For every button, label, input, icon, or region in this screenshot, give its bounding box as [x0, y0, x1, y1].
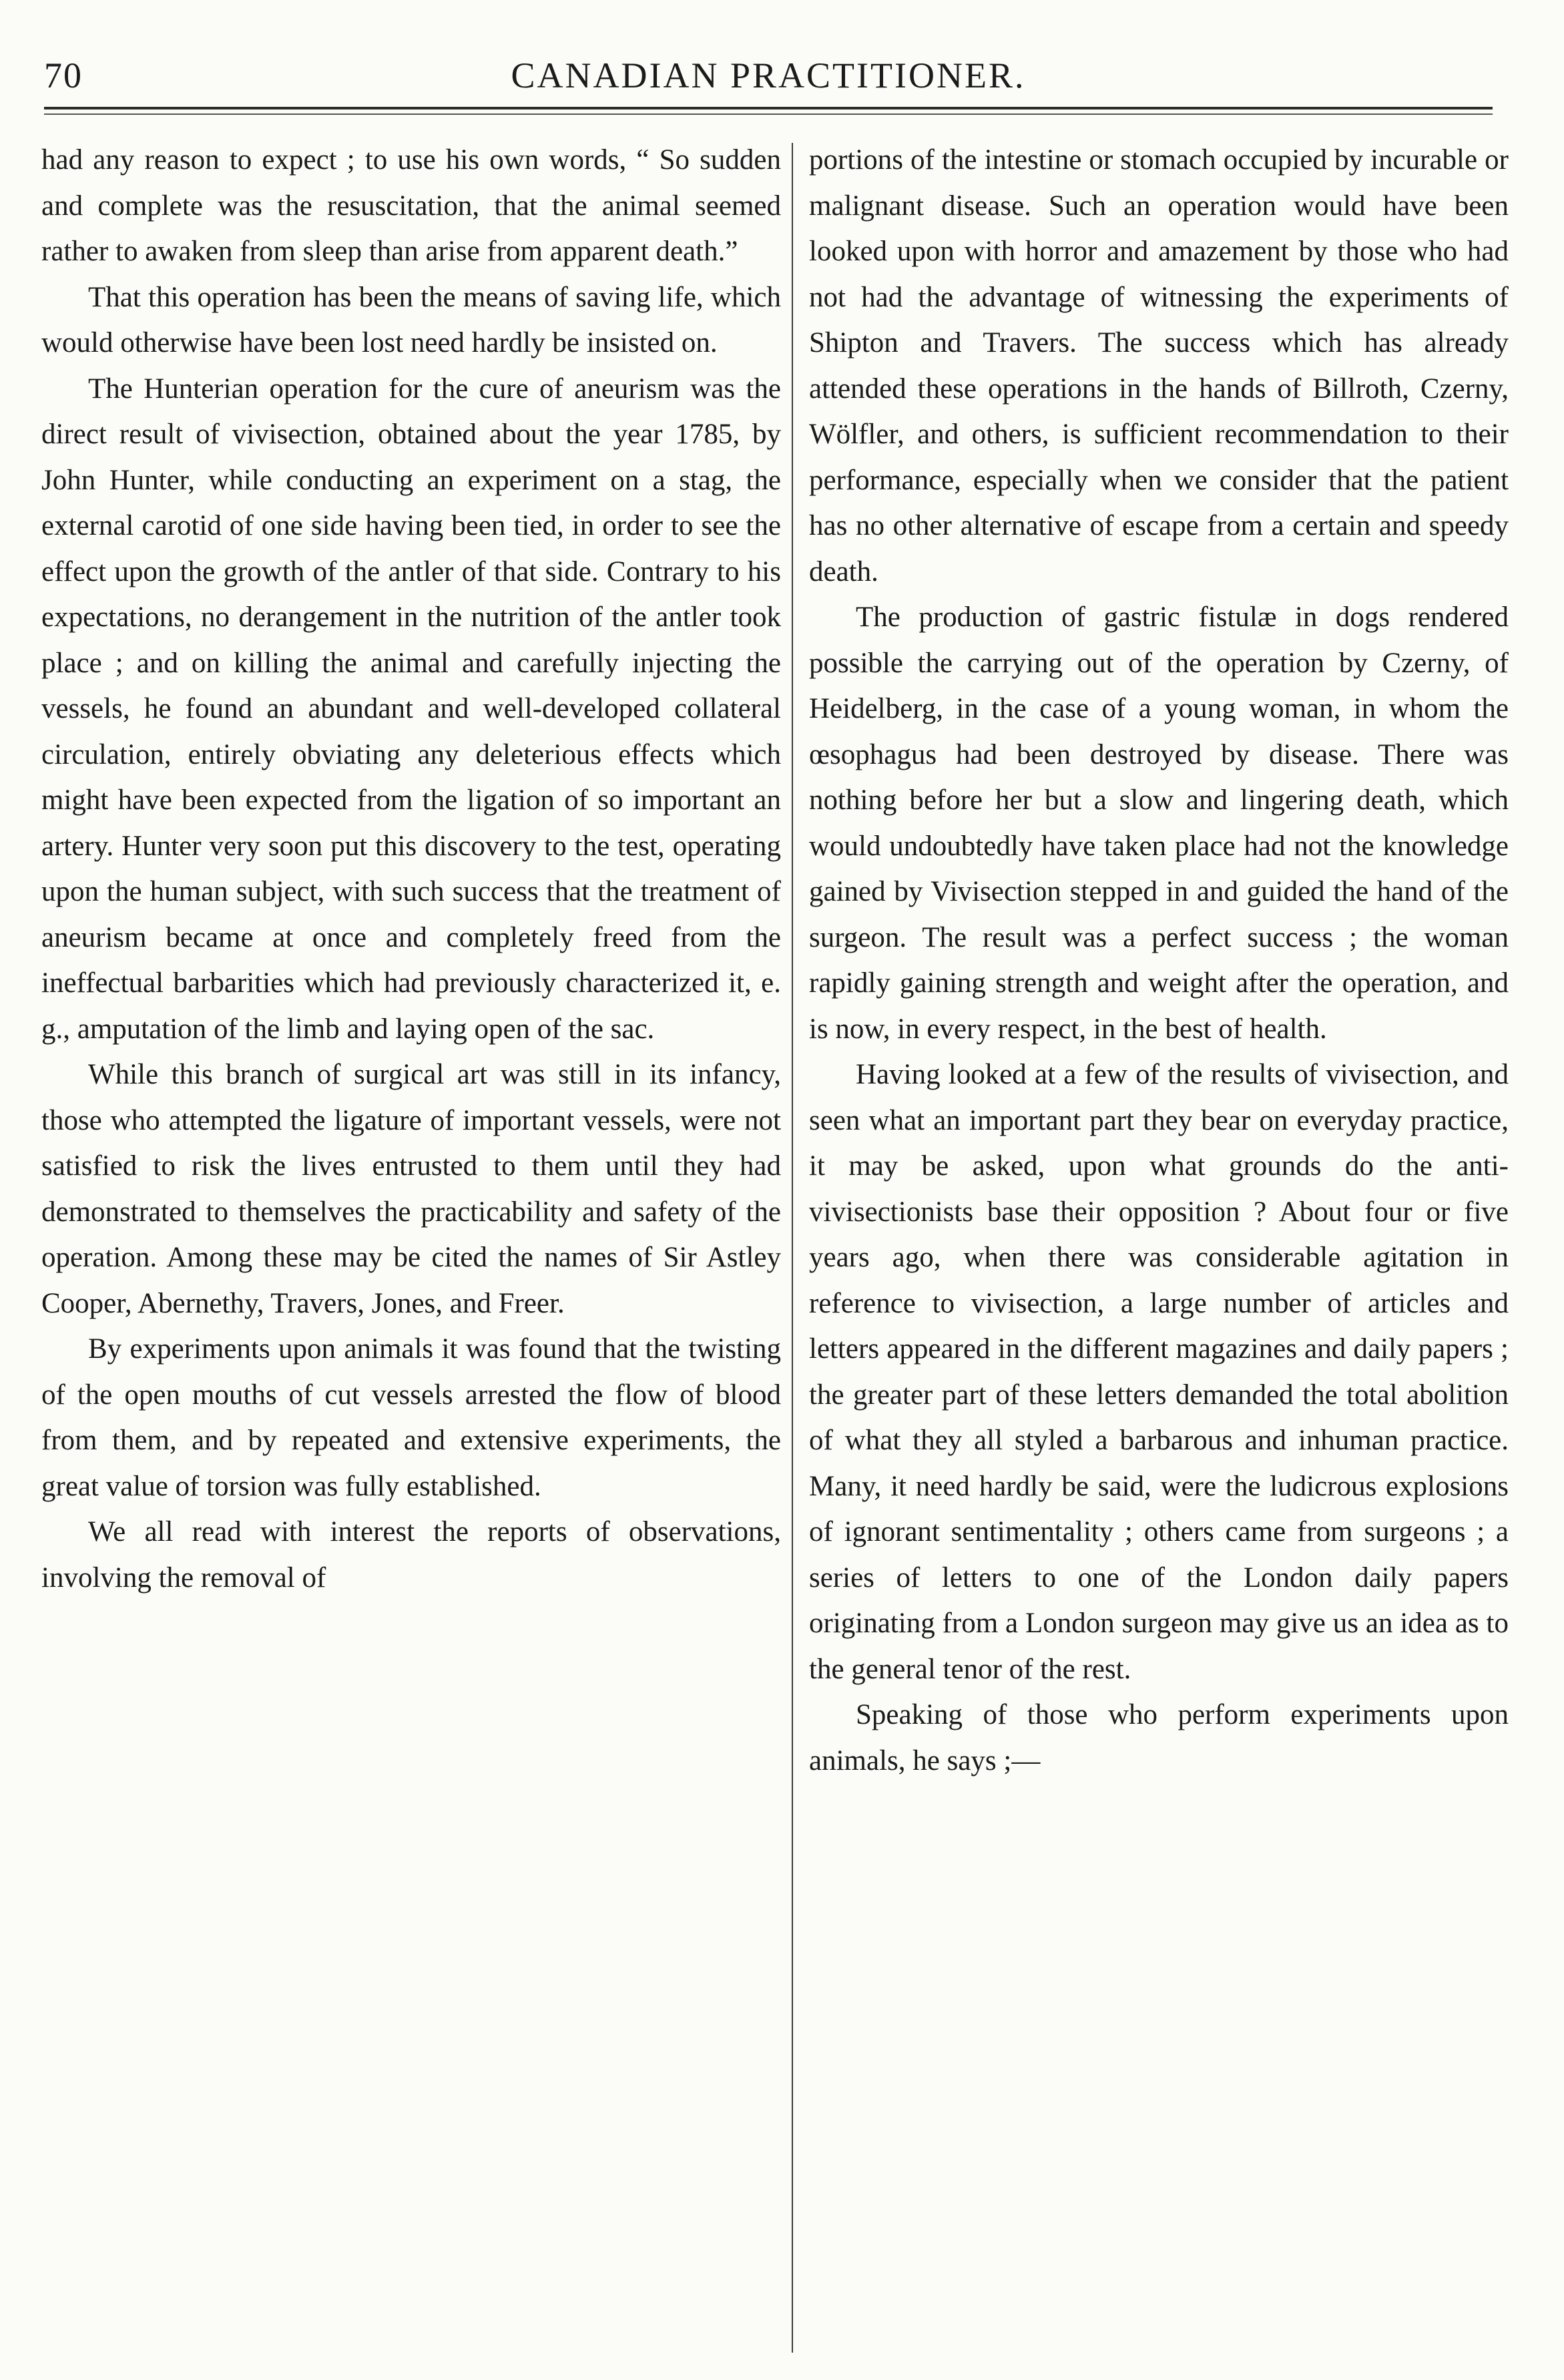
right-paragraph-2: The production of gastric fistulæ in dogs rendered possible the carrying out of the operation by Czerny, of Heidelberg, in the case of a young woman, in whom the œsophagus had been destroyed by disease. There was nothing before her but a slow and lingering death, which would undoubtedly have taken place had not the knowledge gained by Vivisection stepped in and guided the hand of the surgeon. The result was a perfect success ; the woman rapidly gaining strength and weight after the operation, and is now, in every respect, in the best of health. — [809, 602, 1509, 1045]
header-rule-thick — [44, 107, 1493, 109]
column-divider — [792, 143, 793, 2353]
right-paragraph-3: Having looked at a few of the results of vivisection, and seen what an important part they bear on everyday practice, it may be asked, upon what grounds do the anti-vivisectionists base their opposition ? About four or five years ago, when there was considerable agitation in reference to vivisection, a large number of articles and letters appeared in the different magazines and daily papers ; the greater part of these letters demanded the total abolition of what they all styled a barbarous and inhuman practice. Many, it need hardly be said, were the ludicrous explosions of ignorant sentimentality ; others came from surgeons ; a series of letters to one of the London daily papers originating from a London surgeon may give us an idea as to the general tenor of the rest. — [809, 1059, 1509, 1685]
page-header — [44, 55, 1493, 115]
left-paragraph-2: That this operation has been the means of saving life, which would otherwise have been lost need hardly be insisted on. — [41, 281, 781, 359]
left-column — [41, 138, 781, 1601]
page-number: 70 — [44, 55, 83, 95]
right-paragraph-4: Speaking of those who perform experiments upon animals, he says ;— — [809, 1699, 1509, 1776]
right-column — [809, 138, 1509, 1784]
right-paragraph-1: portions of the intestine or stomach occupied by incurable or malignant disease. Such an operation would have been looked upon with horror and amazement by those who had not had the advantage of witnessing the experiments of Shipton and Travers. The success which has already attended these operations in the hands of Billroth, Czerny, Wölfler, and others, is sufficient recommendation to their performance, especially when we consider that the patient has no other alternative of escape from a certain and speedy death. — [809, 144, 1509, 587]
left-paragraph-5: By experiments upon animals it was found that the twisting of the open mouths of cut vessels arrested the flow of blood from them, and by repeated and extensive experiments, the great value of torsion was fully established. — [41, 1333, 781, 1502]
left-paragraph-3: The Hunterian operation for the cure of aneurism was the direct result of vivisection, obtained about the year 1785, by John Hunter, while conducting an experiment on a stag, the external carotid of one side having been tied, in order to see the effect upon the growth of the antler of that side. Contrary to his expectations, no derangement in the nutrition of the antler took place ; and on killing the animal and carefully injecting the vessels, he found an abundant and well-developed collateral circulation, entirely obviating any deleterious effects which might have been expected from the ligation of so important an artery. Hunter very soon put this discovery to the test, operating upon the human subject, with such success that the treatment of aneurism became at once and completely freed from the ineffectual barbarities which had previously characterized it, e. g., amputation of the limb and laying open of the sac. — [41, 373, 781, 1045]
header-rule-thin — [44, 113, 1493, 115]
left-paragraph-6: We all read with interest the reports of observations, involving the removal of — [41, 1516, 781, 1594]
left-paragraph-4: While this branch of surgical art was still in its infancy, those who attempted the ligature of important vessels, were not satisfied to risk the lives entrusted to them until they had demonstrated to themselves the practicability and safety of the operation. Among these may be cited the names of Sir Astley Cooper, Abernethy, Travers, Jones, and Freer. — [41, 1059, 781, 1319]
journal-title: CANADIAN PRACTITIONER. — [511, 55, 1026, 95]
left-paragraph-1: had any reason to expect ; to use his own words, “ So sudden and complete was the resuscitation, that the animal seemed rather to awaken from sleep than arise from apparent death.” — [41, 144, 781, 267]
